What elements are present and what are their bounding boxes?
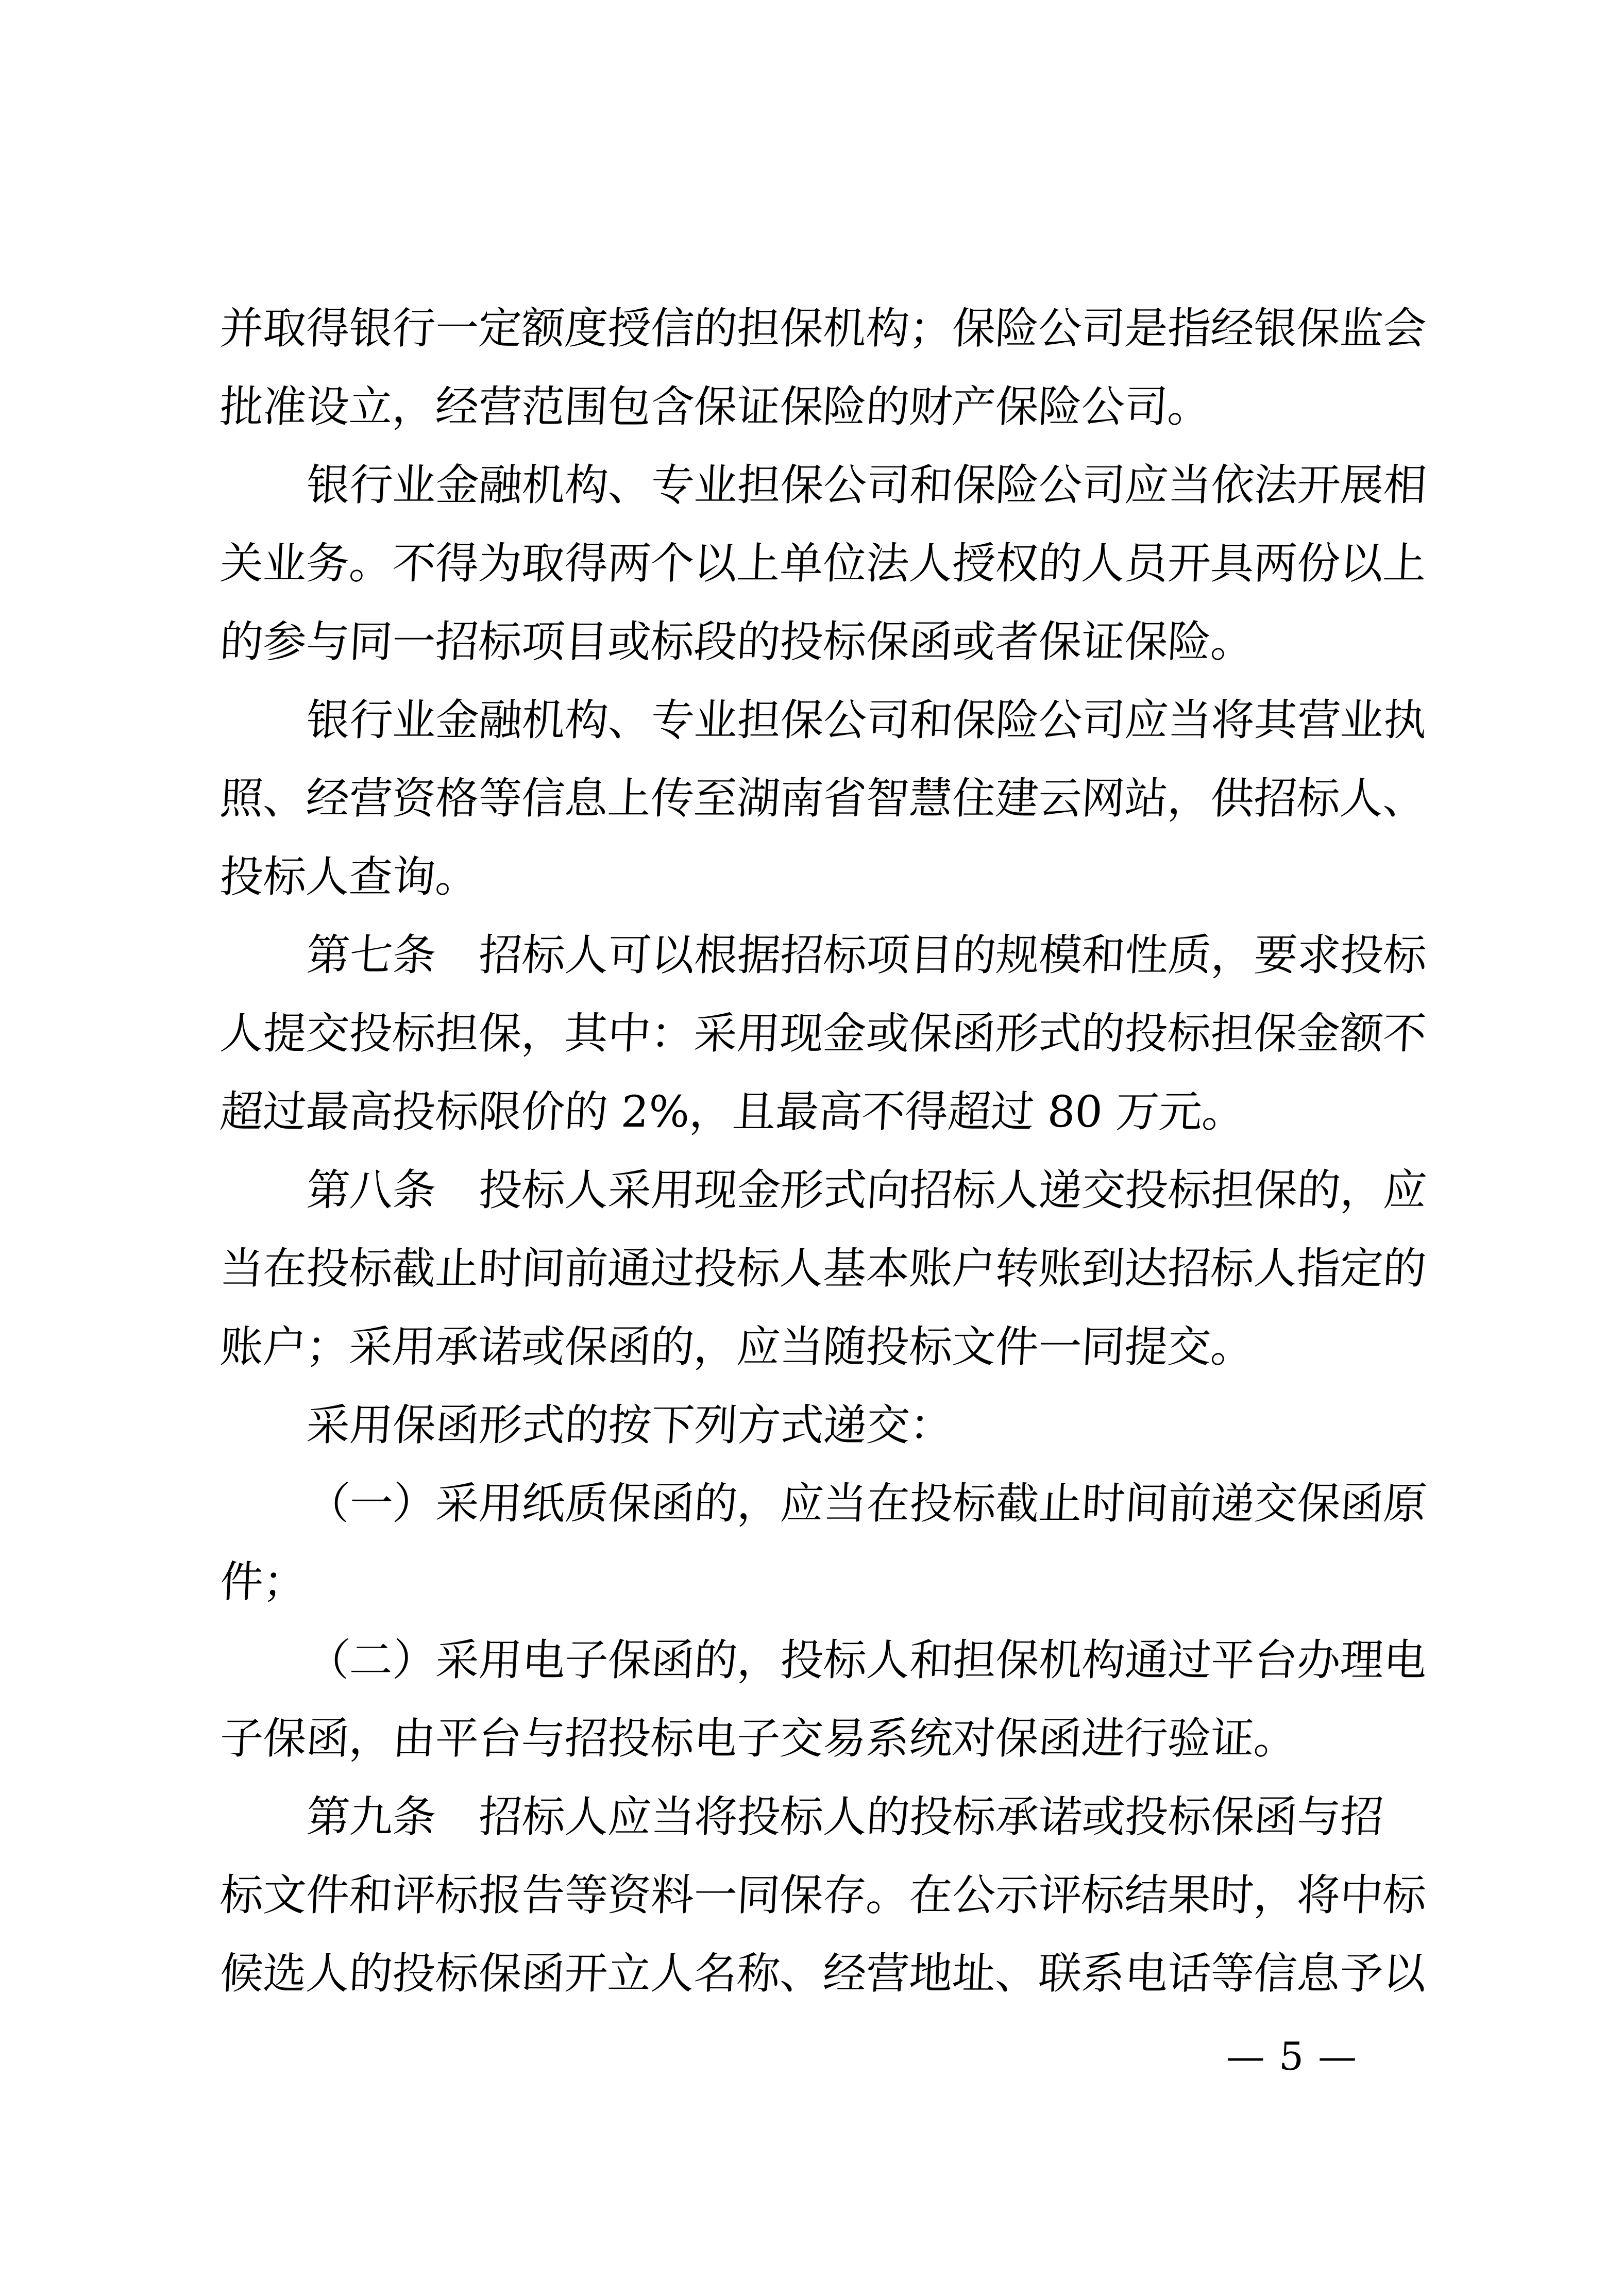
text-line: 超过最高投标限价的 2%，且最高不得超过 80 万元。 (218, 1086, 1247, 1137)
text-line: 批准设立，经营范围包含保证保险的财产保险公司。 (218, 381, 1212, 432)
text-line: （一）采用纸质保函的，应当在投标截止时间前递交保函原 (305, 1478, 1428, 1529)
text-line: 投标人查询。 (218, 851, 480, 902)
text-line: 关业务。不得为取得两个以上单位法人授权的人员开具两份以上 (218, 538, 1428, 589)
text-line: 并取得银行一定额度授信的担保机构；保险公司是指经银保监会 (218, 303, 1428, 354)
text-line: 第八条 投标人采用现金形式向招标人递交投标担保的，应 (305, 1165, 1428, 1215)
page-number: — 5 — (1225, 2034, 1359, 2079)
text-line: 候选人的投标保函开立人名称、经营地址、联系电话等信息予以 (218, 1948, 1428, 1999)
text-line: 照、经营资格等信息上传至湖南省智慧住建云网站，供招标人、 (218, 773, 1428, 824)
text-line: （二）采用电子保函的，投标人和担保机构通过平台办理电 (305, 1635, 1428, 1685)
text-line: 子保函，由平台与招投标电子交易系统对保函进行验证。 (218, 1713, 1298, 1764)
text-line: 当在投标截止时间前通过投标人基本账户转账到达招标人指定的 (218, 1243, 1428, 1294)
text-line: 的参与同一招标项目或标段的投标保函或者保证保险。 (218, 616, 1255, 667)
text-line: 采用保函形式的按下列方式递交： (305, 1400, 954, 1450)
text-line: 人提交投标担保，其中：采用现金或保函形式的投标担保金额不 (218, 1008, 1428, 1059)
text-line: 第七条 招标人可以根据招标项目的规模和性质，要求投标 (305, 930, 1428, 980)
text-line: 标文件和评标报告等资料一同保存。在公示评标结果时，将中标 (218, 1870, 1428, 1920)
document-body (220, 289, 1457, 2013)
text-line: 账户；采用承诺或保函的，应当随投标文件一同提交。 (218, 1321, 1255, 1372)
text-line: 件； (218, 1556, 308, 1607)
text-line: 银行业金融机构、专业担保公司和保险公司应当依法开展相 (305, 460, 1428, 510)
text-line: 银行业金融机构、专业担保公司和保险公司应当将其营业执 (305, 695, 1428, 745)
text-line: 第九条 招标人应当将投标人的投标承诺或投标保函与招 (305, 1791, 1385, 1842)
